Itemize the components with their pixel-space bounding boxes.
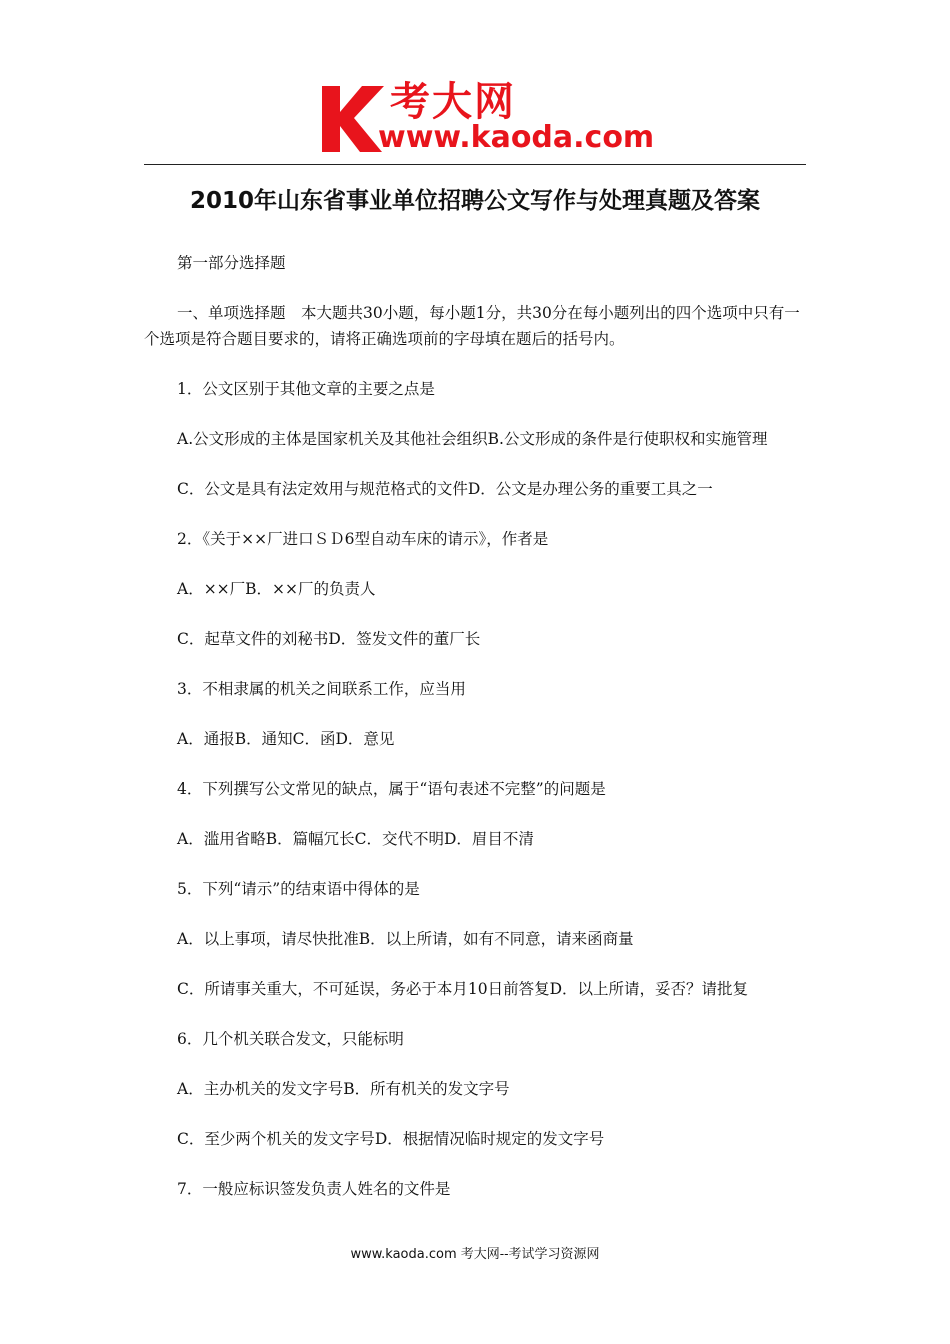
logo-brand-cn: 考大网 xyxy=(390,79,516,125)
logo-brand-url: www.kaoda.com xyxy=(378,120,655,155)
question-5: 5．下列“请示”的结束语中得体的是 xyxy=(177,880,420,898)
question-1-options-cd: C．公文是具有法定效用与规范格式的文件D．公文是办理公务的重要工具之一 xyxy=(177,480,713,498)
question-2-options-ab: A．××厂B．××厂的负责人 xyxy=(177,580,376,598)
question-4-options: A．滥用省略B．篇幅冗长C．交代不明D．眉目不清 xyxy=(177,830,534,848)
question-5-options-cd: C．所请事关重大，不可延误，务必于本月10日前答复D．以上所请，妥否？请批复 xyxy=(177,980,749,998)
question-3: 3．不相隶属的机关之间联系工作，应当用 xyxy=(177,680,466,698)
document-title: 2010年山东省事业单位招聘公文写作与处理真题及答案 xyxy=(189,188,760,214)
question-2-options-cd: C．起草文件的刘秘书D．签发文件的董厂长 xyxy=(177,630,481,648)
question-6-options-cd: C．至少两个机关的发文字号D．根据情况临时规定的发文字号 xyxy=(177,1130,605,1148)
footer-text: 考大网--考试学习资源网 xyxy=(456,1247,600,1262)
question-1-options-ab: A.公文形成的主体是国家机关及其他社会组织B.公文形成的条件是行使职权和实施管理 xyxy=(177,430,768,448)
question-7: 7．一般应标识签发负责人姓名的文件是 xyxy=(177,1180,451,1198)
question-6: 6．几个机关联合发文，只能标明 xyxy=(177,1030,404,1048)
question-4: 4．下列撰写公文常见的缺点，属于“语句表述不完整”的问题是 xyxy=(177,780,606,798)
question-3-options: A．通报B．通知C．函D．意见 xyxy=(177,730,395,748)
question-6-options-ab: A．主办机关的发文字号B．所有机关的发文字号 xyxy=(177,1080,510,1098)
document-body xyxy=(144,250,806,1202)
footer-link[interactable]: www.kaoda.com xyxy=(350,1247,457,1262)
kaoda-logo xyxy=(318,78,655,158)
instruction-paragraph: 一、单项选择题 本大题共30小题，每小题1分，共30分在每小题列出的四个选项中只有一个选项是符合题目要求的，请将正确选项前的字母填在题后的括号内。 xyxy=(144,304,800,348)
header-divider xyxy=(144,164,806,165)
section-heading: 第一部分选择题 xyxy=(177,254,286,272)
page-footer xyxy=(0,1245,950,1265)
question-1: 1．公文区别于其他文章的主要之点是 xyxy=(177,380,435,398)
question-2: 2．《关于××厂进口ＳＤ6型自动车床的请示》，作者是 xyxy=(177,530,549,548)
question-5-options-ab: A．以上事项，请尽快批准B．以上所请，如有不同意，请来函商量 xyxy=(177,930,634,948)
